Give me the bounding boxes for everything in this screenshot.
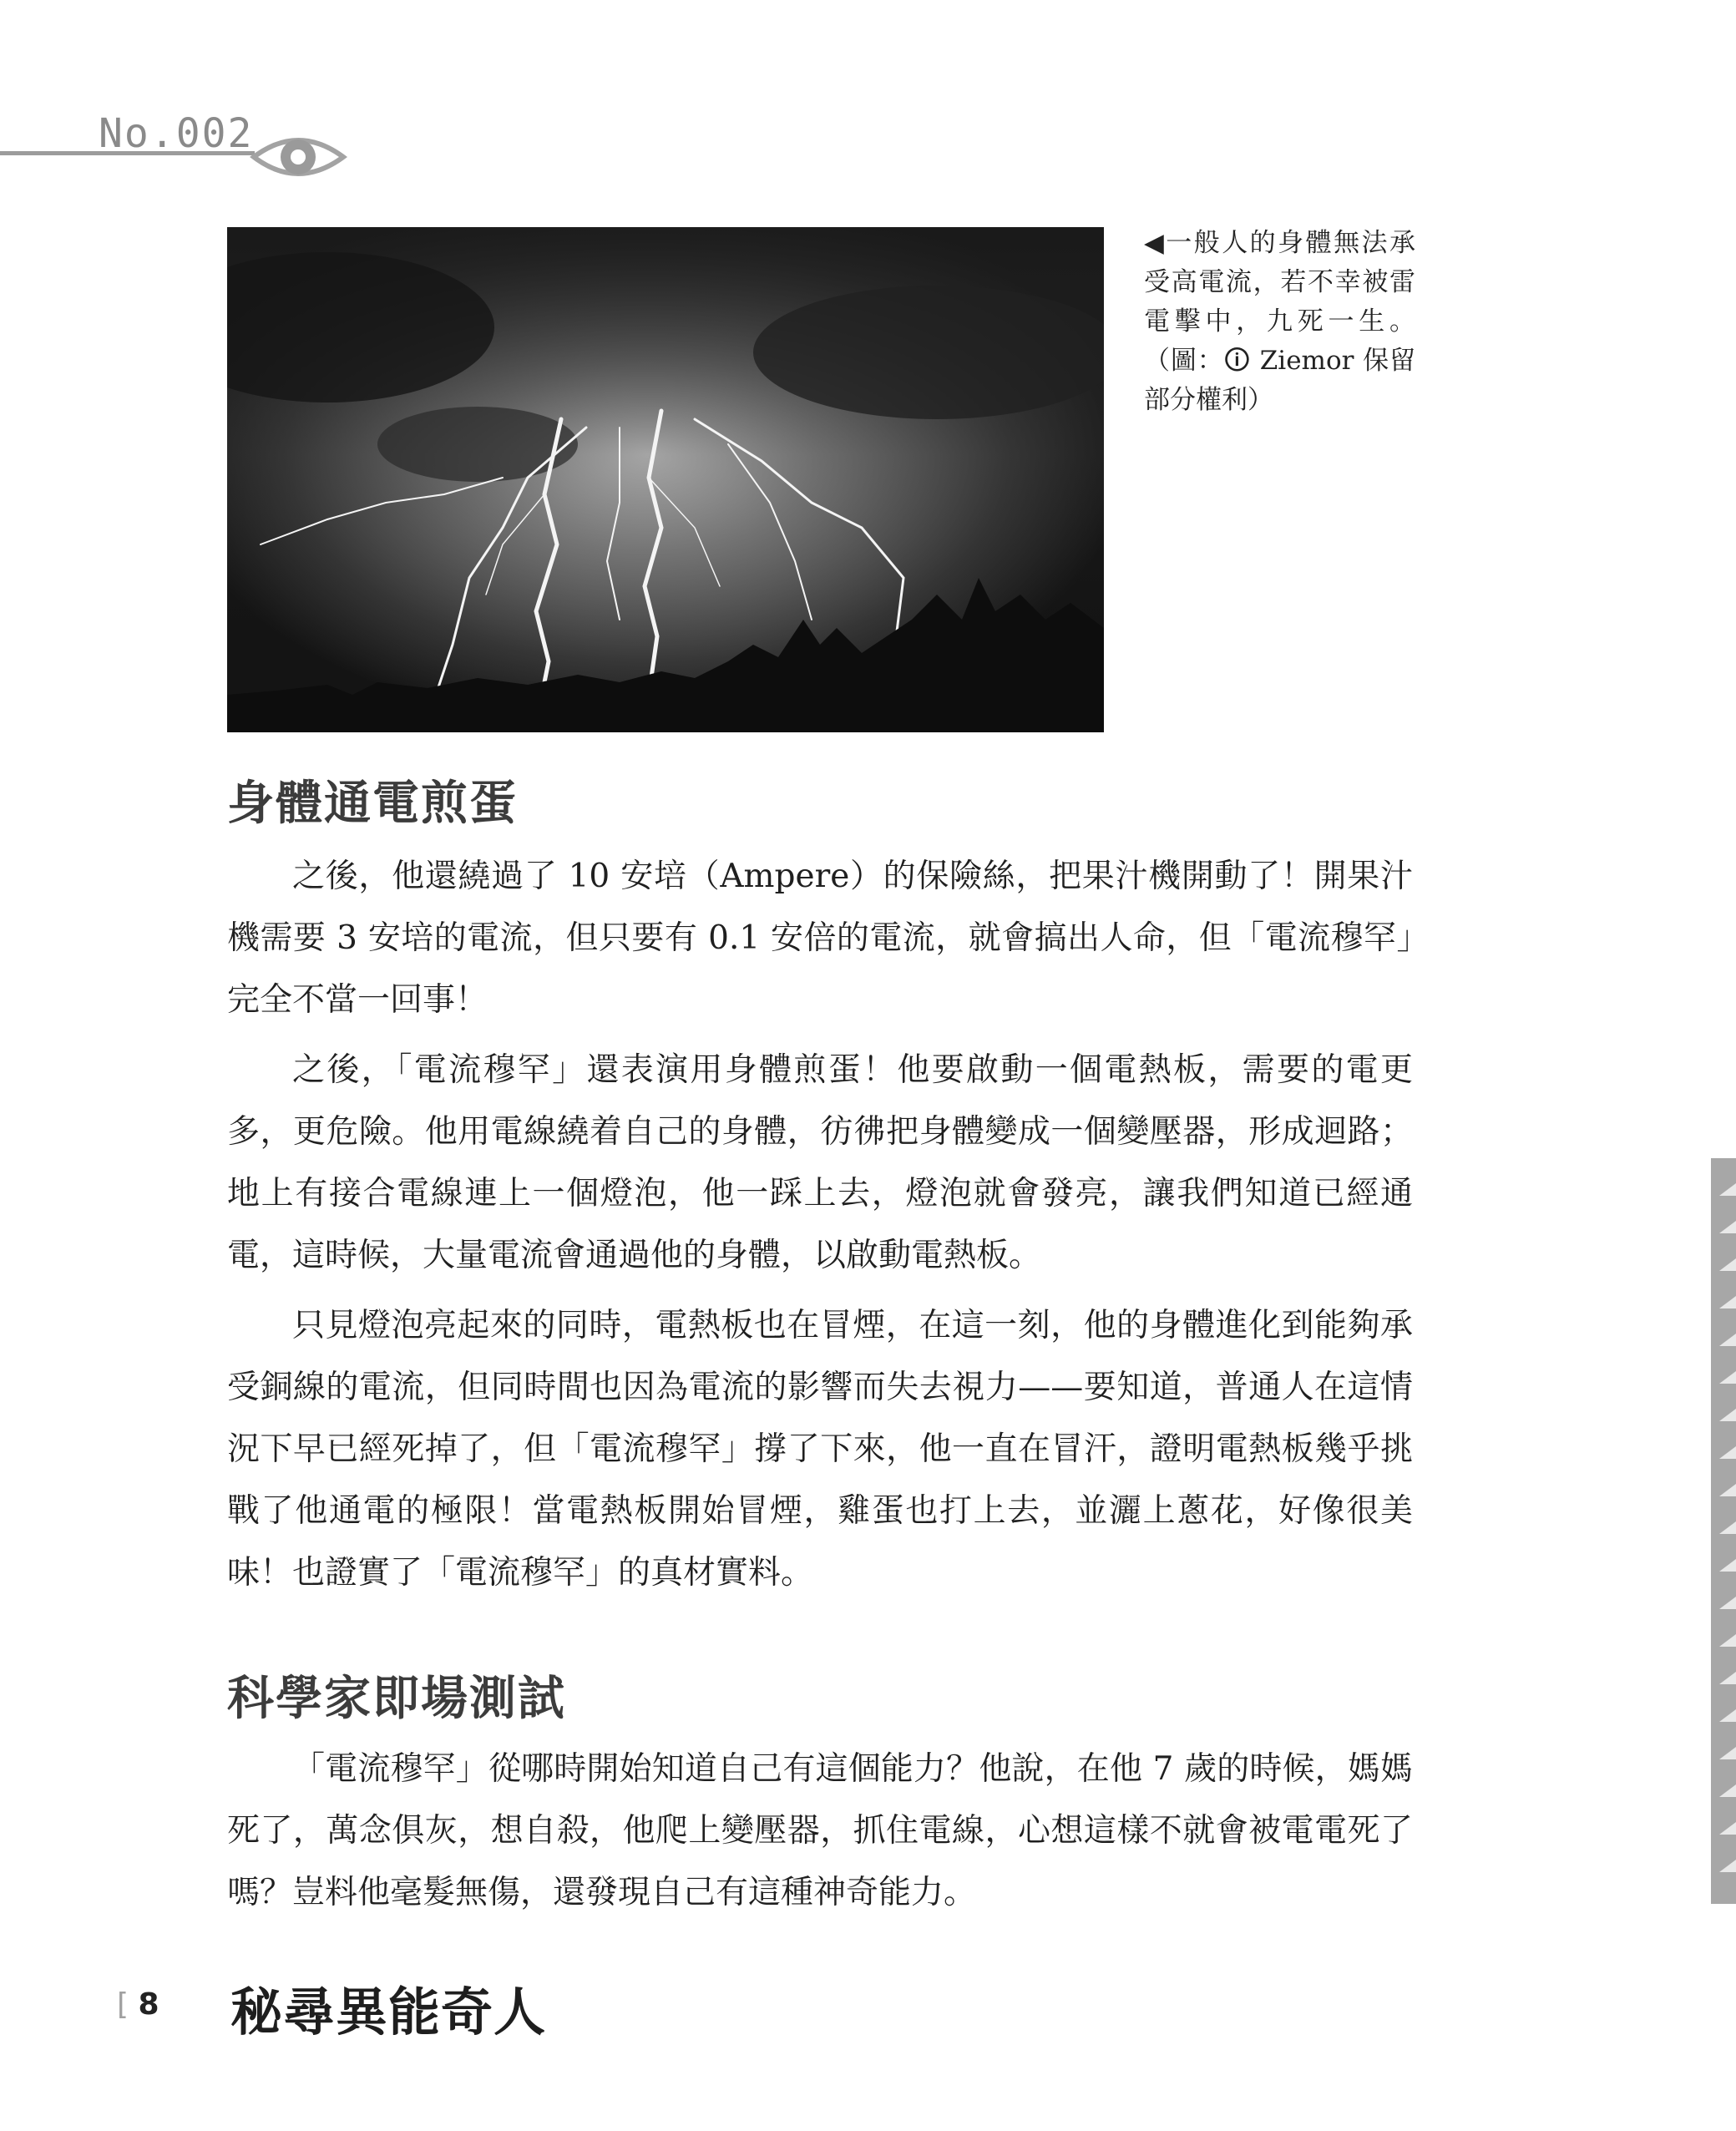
section-title: 科學家即場測試 xyxy=(227,1672,566,1726)
chapter-side-tab xyxy=(1711,1158,1736,1904)
paragraph: 之後，他還繞過了 10 安培（Ampere）的保險絲，把果汁機開動了！開果汁機需要 3 安培的電流，但只要有 0.1 安倍的電流，就會搞出人命，但「電流穆罕」完全不當一回事！ xyxy=(227,858,1413,1019)
section-body xyxy=(227,1739,1413,1932)
paragraph: 「電流穆罕」從哪時開始知道自己有這個能力？他說，在他 7 歲的時候，媽媽死了，萬念俱灰，想自殺，他爬上變壓器，抓住電線，心想這樣不就會被電電死了嗎？豈料他毫髮無傷，還發現自己有這種神奇能力。 xyxy=(227,1750,1413,1911)
section-body xyxy=(227,846,1413,1612)
section-title: 身體通電煎蛋 xyxy=(227,777,518,831)
series-number: No.002 xyxy=(99,110,254,157)
lightning-photo xyxy=(227,227,1104,732)
photo-caption: ◀一般人的身體無法承受高電流，若不幸被雷電擊中，九死一生。（圖：🛈 Ziemor 保留部分權利） xyxy=(1144,228,1415,415)
paragraph: 之後，「電流穆罕」還表演用身體煎蛋！他要啟動一個電熱板，需要的電更多，更危險。他用電線繞着自己的身體，彷彿把身體變成一個變壓器，形成迴路；地上有接合電線連上一個燈泡，他一踩上去，燈泡就會發亮，讓我們知道已經通電，這時候，大量電流會通過他的身體，以啟動電熱板。 xyxy=(227,1051,1413,1274)
page-number: [ 8 ] xyxy=(117,1987,248,2022)
eye-icon xyxy=(246,124,351,190)
page-number-value: 8 xyxy=(138,1987,159,2022)
paragraph: 只見燈泡亮起來的同時，電熱板也在冒煙，在這一刻，他的身體進化到能夠承受銅線的電流，但同時間也因為電流的影響而失去視力——要知道，普通人在這情況下早已經死掉了，但「電流穆罕」撐了下來，他一直在冒汗，證明電熱板幾乎挑戰了他通電的極限！當電熱板開始冒煙，雞蛋也打上去，並灑上蔥花，好像很美味！也證實了「電流穆罕」的真材實料。 xyxy=(227,1307,1413,1592)
book-title: 秘尋異能奇人 xyxy=(230,1982,547,2042)
